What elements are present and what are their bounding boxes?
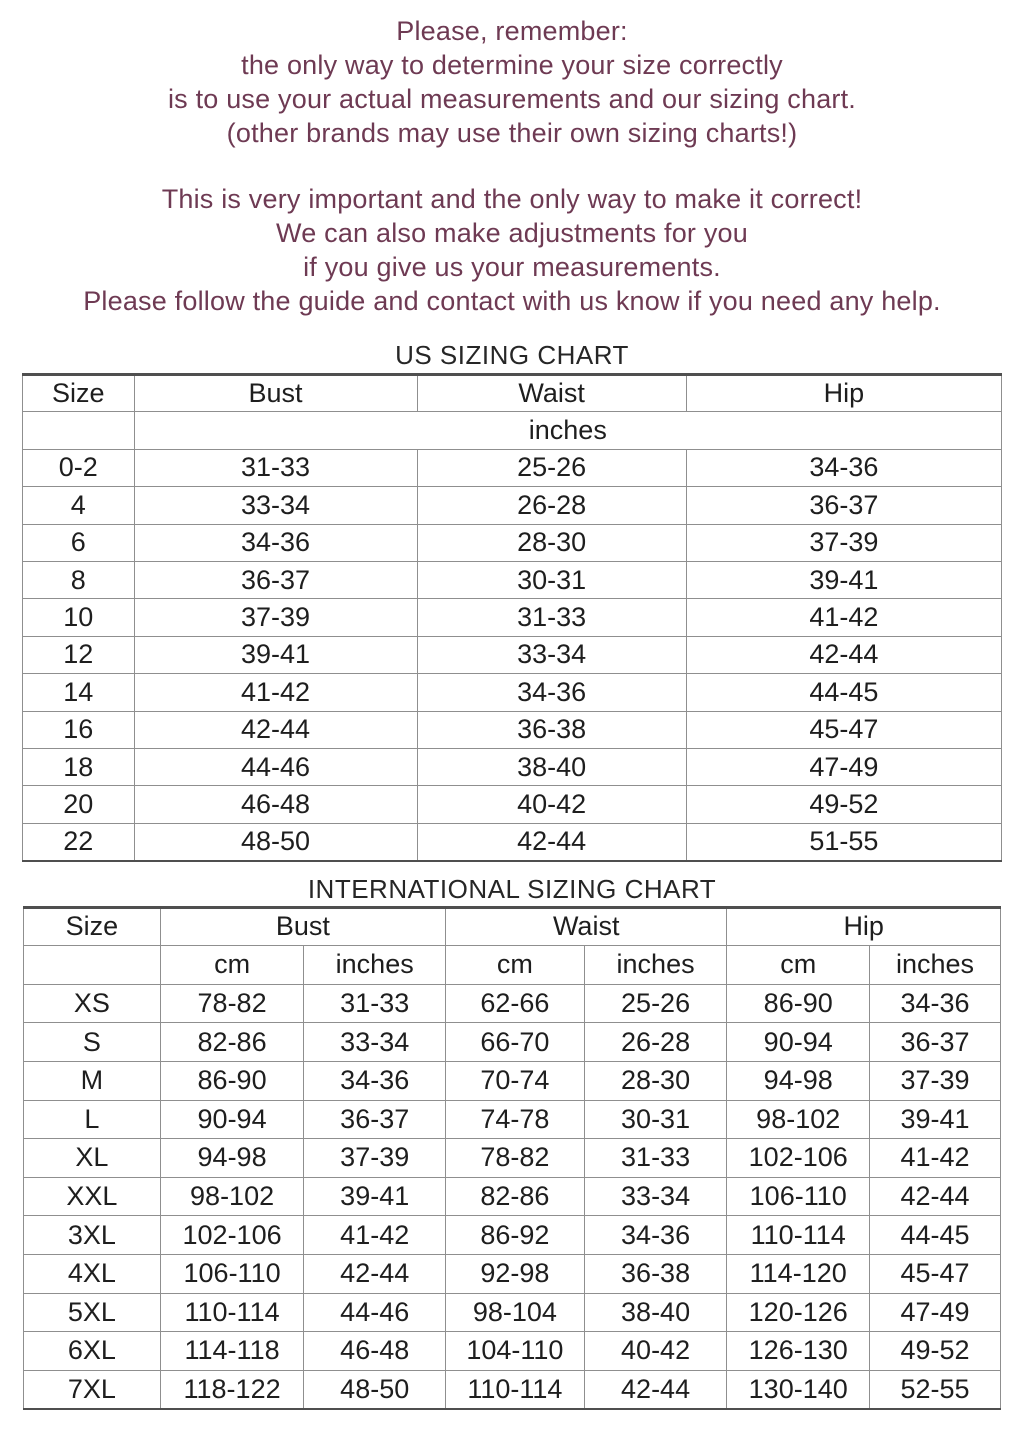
intl-table-row (24, 1177, 1001, 1216)
intl-hip-cm-cell: 126-130 (727, 1332, 870, 1371)
intro-line: (other brands may use their own sizing charts!) (226, 118, 798, 148)
us-header-row (23, 375, 1002, 412)
intl-size-cell: M (24, 1061, 161, 1100)
intl-bust-in-cell: 48-50 (304, 1370, 446, 1409)
intl-waist-in-cell: 40-42 (584, 1332, 727, 1371)
intl-units-row (24, 946, 1001, 985)
us-size-cell: 22 (23, 823, 135, 860)
us-size-cell: 12 (23, 636, 135, 673)
intl-table-row (24, 1100, 1001, 1139)
us-bust-cell: 48-50 (134, 823, 417, 860)
us-waist-cell: 28-30 (417, 524, 686, 561)
intl-hip-cm-cell: 94-98 (727, 1061, 870, 1100)
intl-hip-in-cell: 39-41 (870, 1100, 1001, 1139)
intl-col-header-waist: Waist (446, 907, 727, 946)
intl-bust-cm-cell: 118-122 (160, 1370, 304, 1409)
us-size-cell: 0-2 (23, 449, 135, 486)
us-size-cell: 16 (23, 711, 135, 748)
us-table-row (23, 823, 1002, 860)
us-sizing-table (22, 373, 1002, 862)
intro-line: Please, remember: (396, 16, 628, 46)
intro-line: the only way to determine your size correctly (241, 50, 783, 80)
us-units-empty-cell (23, 412, 135, 449)
us-bust-cell: 46-48 (134, 786, 417, 823)
us-waist-cell: 36-38 (417, 711, 686, 748)
intl-waist-in-cell: 25-26 (584, 984, 727, 1023)
us-size-cell: 6 (23, 524, 135, 561)
intl-waist-in-cell: 38-40 (584, 1293, 727, 1332)
intl-table-row (24, 1332, 1001, 1371)
intro-line: Please follow the guide and contact with us know if you need any help. (83, 286, 941, 316)
intl-waist-cm-cell: 74-78 (446, 1100, 585, 1139)
intl-bust-in-cell: 42-44 (304, 1254, 446, 1293)
us-table-body (23, 449, 1002, 860)
intl-hip-cm-cell: 110-114 (727, 1216, 870, 1255)
intl-waist-cm-cell: 78-82 (446, 1139, 585, 1178)
intl-bust-cm-cell: 98-102 (160, 1177, 304, 1216)
intl-bust-cm-header: cm (160, 946, 304, 985)
us-table-row (23, 561, 1002, 598)
intl-table-row (24, 1293, 1001, 1332)
intl-hip-cm-cell: 120-126 (727, 1293, 870, 1332)
intl-hip-in-cell: 45-47 (870, 1254, 1001, 1293)
us-chart-title: US SIZING CHART (395, 340, 629, 370)
intl-table-body (24, 984, 1001, 1409)
us-bust-cell: 41-42 (134, 674, 417, 711)
us-waist-cell: 31-33 (417, 599, 686, 636)
us-hip-cell: 39-41 (686, 561, 1001, 598)
us-hip-cell: 44-45 (686, 674, 1001, 711)
us-bust-cell: 31-33 (134, 449, 417, 486)
intl-bust-in-cell: 31-33 (304, 984, 446, 1023)
intl-size-cell: 4XL (24, 1254, 161, 1293)
intl-waist-in-cell: 33-34 (584, 1177, 727, 1216)
intl-hip-in-cell: 42-44 (870, 1177, 1001, 1216)
intl-waist-cm-cell: 110-114 (446, 1370, 585, 1409)
intl-waist-inches-header: inches (584, 946, 727, 985)
us-size-cell: 4 (23, 487, 135, 524)
intro-line: is to use your actual measurements and our sizing chart. (167, 84, 857, 114)
intl-waist-cm-cell: 70-74 (446, 1061, 585, 1100)
us-waist-cell: 38-40 (417, 748, 686, 785)
intl-hip-cm-cell: 106-110 (727, 1177, 870, 1216)
intl-hip-cm-cell: 130-140 (727, 1370, 870, 1409)
intl-bust-in-cell: 36-37 (304, 1100, 446, 1139)
intl-bust-in-cell: 41-42 (304, 1216, 446, 1255)
us-units-label: inches (134, 412, 1001, 449)
intl-col-header-hip: Hip (727, 907, 1001, 946)
intl-hip-in-cell: 34-36 (870, 984, 1001, 1023)
intro-line: This is very important and the only way to make it correct! (161, 184, 863, 214)
intl-table-row (24, 1061, 1001, 1100)
us-bust-cell: 44-46 (134, 748, 417, 785)
us-bust-cell: 34-36 (134, 524, 417, 561)
us-bust-cell: 33-34 (134, 487, 417, 524)
intl-waist-in-cell: 31-33 (584, 1139, 727, 1178)
intl-hip-cm-cell: 102-106 (727, 1139, 870, 1178)
intl-hip-in-cell: 49-52 (870, 1332, 1001, 1371)
intl-waist-in-cell: 26-28 (584, 1023, 727, 1062)
intl-bust-cm-cell: 106-110 (160, 1254, 304, 1293)
us-size-cell: 14 (23, 674, 135, 711)
intl-header-row (24, 907, 1001, 946)
intl-bust-cm-cell: 102-106 (160, 1216, 304, 1255)
intl-bust-in-cell: 46-48 (304, 1332, 446, 1371)
us-bust-cell: 36-37 (134, 561, 417, 598)
intro-line: We can also make adjustments for you (276, 218, 748, 248)
intl-waist-in-cell: 30-31 (584, 1100, 727, 1139)
intl-bust-cm-cell: 78-82 (160, 984, 304, 1023)
intl-waist-cm-header: cm (446, 946, 585, 985)
us-col-header-hip: Hip (686, 375, 1001, 412)
us-size-cell: 10 (23, 599, 135, 636)
intl-hip-cm-cell: 114-120 (727, 1254, 870, 1293)
intl-table-row (24, 1216, 1001, 1255)
intl-table-row (24, 1023, 1001, 1062)
intl-bust-inches-header: inches (304, 946, 446, 985)
intro-line: if you give us your measurements. (303, 252, 721, 282)
intl-waist-cm-cell: 98-104 (446, 1293, 585, 1332)
intl-hip-cm-cell: 86-90 (727, 984, 870, 1023)
us-size-cell: 8 (23, 561, 135, 598)
us-col-header-bust: Bust (134, 375, 417, 412)
us-table-row (23, 449, 1002, 486)
intl-waist-cm-cell: 104-110 (446, 1332, 585, 1371)
us-table-row (23, 674, 1002, 711)
intl-size-cell: L (24, 1100, 161, 1139)
intl-size-cell: 6XL (24, 1332, 161, 1371)
intl-waist-in-cell: 42-44 (584, 1370, 727, 1409)
intl-table-row (24, 1254, 1001, 1293)
intl-table-row (24, 984, 1001, 1023)
us-hip-cell: 37-39 (686, 524, 1001, 561)
intl-waist-cm-cell: 62-66 (446, 984, 585, 1023)
intl-size-cell: XXL (24, 1177, 161, 1216)
us-hip-cell: 41-42 (686, 599, 1001, 636)
intl-size-cell: XS (24, 984, 161, 1023)
us-table-row (23, 636, 1002, 673)
intl-bust-in-cell: 34-36 (304, 1061, 446, 1100)
intl-size-cell: 5XL (24, 1293, 161, 1332)
us-waist-cell: 34-36 (417, 674, 686, 711)
intl-hip-in-cell: 41-42 (870, 1139, 1001, 1178)
intl-hip-in-cell: 37-39 (870, 1061, 1001, 1100)
us-waist-cell: 30-31 (417, 561, 686, 598)
us-hip-cell: 51-55 (686, 823, 1001, 860)
intl-bust-in-cell: 39-41 (304, 1177, 446, 1216)
intl-table-row (24, 1139, 1001, 1178)
intl-hip-in-cell: 36-37 (870, 1023, 1001, 1062)
us-bust-cell: 39-41 (134, 636, 417, 673)
us-hip-cell: 49-52 (686, 786, 1001, 823)
us-hip-cell: 45-47 (686, 711, 1001, 748)
us-table-row (23, 524, 1002, 561)
us-hip-cell: 47-49 (686, 748, 1001, 785)
intl-size-cell: 3XL (24, 1216, 161, 1255)
intl-hip-in-cell: 47-49 (870, 1293, 1001, 1332)
intl-col-header-size: Size (24, 907, 161, 946)
intl-units-empty-cell (24, 946, 161, 985)
us-table-row (23, 711, 1002, 748)
intro-text-block (0, 0, 1024, 318)
intro-paragraph-2 (0, 182, 1024, 318)
intl-waist-cm-cell: 82-86 (446, 1177, 585, 1216)
intl-hip-cm-cell: 90-94 (727, 1023, 870, 1062)
us-units-row (23, 412, 1002, 449)
intl-waist-cm-cell: 66-70 (446, 1023, 585, 1062)
intl-size-cell: S (24, 1023, 161, 1062)
intl-size-cell: 7XL (24, 1370, 161, 1409)
international-chart-title: INTERNATIONAL SIZING CHART (307, 873, 717, 904)
international-sizing-table (23, 906, 1001, 1410)
intl-bust-cm-cell: 90-94 (160, 1100, 304, 1139)
intl-bust-in-cell: 33-34 (304, 1023, 446, 1062)
us-col-header-size: Size (23, 375, 135, 412)
intl-waist-in-cell: 36-38 (584, 1254, 727, 1293)
intl-bust-cm-cell: 110-114 (160, 1293, 304, 1332)
us-bust-cell: 37-39 (134, 599, 417, 636)
us-size-cell: 18 (23, 748, 135, 785)
us-table-row (23, 487, 1002, 524)
intl-bust-cm-cell: 86-90 (160, 1061, 304, 1100)
intl-bust-cm-cell: 94-98 (160, 1139, 304, 1178)
us-waist-cell: 40-42 (417, 786, 686, 823)
us-waist-cell: 42-44 (417, 823, 686, 860)
intro-paragraph-1 (0, 14, 1024, 150)
us-waist-cell: 25-26 (417, 449, 686, 486)
intl-bust-in-cell: 37-39 (304, 1139, 446, 1178)
intl-hip-cm-cell: 98-102 (727, 1100, 870, 1139)
intl-hip-cm-header: cm (727, 946, 870, 985)
us-waist-cell: 26-28 (417, 487, 686, 524)
us-table-row (23, 748, 1002, 785)
intl-waist-in-cell: 28-30 (584, 1061, 727, 1100)
intl-hip-inches-header: inches (870, 946, 1001, 985)
intl-bust-in-cell: 44-46 (304, 1293, 446, 1332)
intl-size-cell: XL (24, 1139, 161, 1178)
intl-waist-cm-cell: 86-92 (446, 1216, 585, 1255)
intl-hip-in-cell: 52-55 (870, 1370, 1001, 1409)
intl-waist-cm-cell: 92-98 (446, 1254, 585, 1293)
intl-table-row (24, 1370, 1001, 1409)
intl-col-header-bust: Bust (160, 907, 445, 946)
us-table-row (23, 599, 1002, 636)
us-waist-cell: 33-34 (417, 636, 686, 673)
intl-bust-cm-cell: 114-118 (160, 1332, 304, 1371)
us-table-row (23, 786, 1002, 823)
intl-waist-in-cell: 34-36 (584, 1216, 727, 1255)
intl-bust-cm-cell: 82-86 (160, 1023, 304, 1062)
us-hip-cell: 34-36 (686, 449, 1001, 486)
intl-hip-in-cell: 44-45 (870, 1216, 1001, 1255)
us-hip-cell: 36-37 (686, 487, 1001, 524)
us-size-cell: 20 (23, 786, 135, 823)
us-bust-cell: 42-44 (134, 711, 417, 748)
us-hip-cell: 42-44 (686, 636, 1001, 673)
us-col-header-waist: Waist (417, 375, 686, 412)
